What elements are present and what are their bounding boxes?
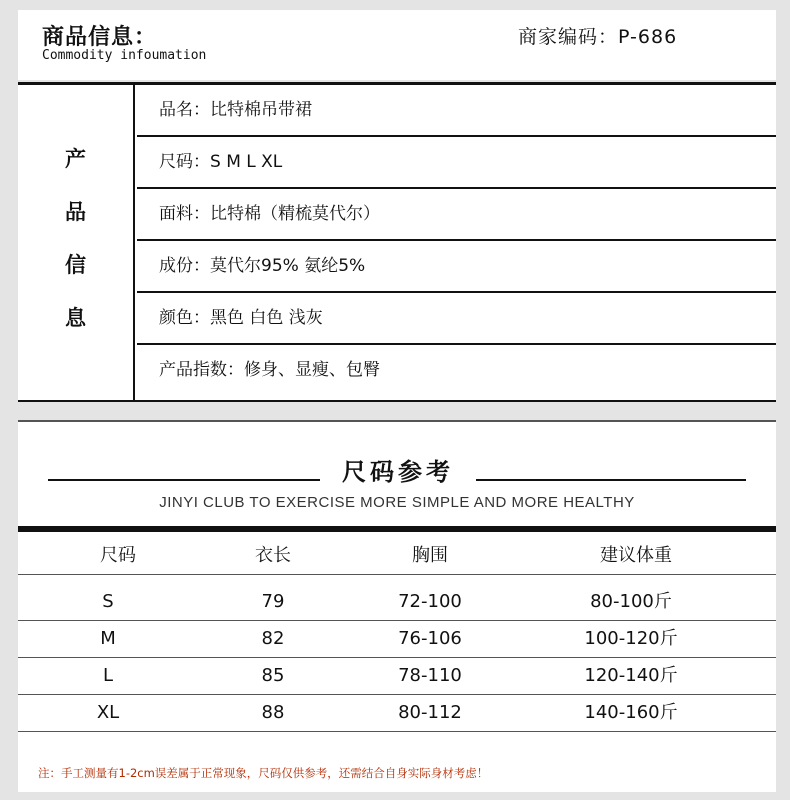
cell-size: M	[100, 628, 116, 649]
title-rule-right	[476, 479, 746, 481]
info-row-index: 产品指数：修身、显瘦、包臀	[159, 360, 380, 380]
info-row-name: 品名：比特棉吊带裙	[137, 85, 776, 137]
info-row-color: 颜色：黑色 白色 浅灰	[137, 293, 776, 345]
size-chart-subtitle: JINYI CLUB TO EXERCISE MORE SIMPLE AND MORE HEALTHY	[159, 494, 635, 511]
side-label-char: 息	[65, 306, 86, 330]
cell-length: 85	[261, 665, 285, 686]
merchant-code: 商家编码：P-686	[518, 26, 678, 48]
size-chart-title: 尺码参考	[342, 458, 454, 486]
cell-weight: 120-140斤	[584, 665, 678, 686]
header-cell-weight: 建议体重	[600, 545, 672, 566]
title-rule-left	[48, 479, 320, 481]
cell-bust: 78-110	[398, 665, 462, 686]
cell-length: 79	[261, 591, 285, 612]
cell-bust: 72-100	[398, 591, 462, 612]
info-row-fabric: 面料：比特棉（精梳莫代尔）	[137, 189, 776, 241]
header-cell-size: 尺码	[100, 545, 136, 566]
table-row	[18, 621, 776, 658]
size-chart-panel	[18, 420, 776, 792]
measurement-note: 注：手工测量有1-2cm误差属于正常现象，尺码仅供参考，还需结合自身实际身材考虑！	[38, 766, 489, 780]
table-row	[18, 695, 776, 732]
size-chart-divider	[18, 526, 776, 532]
info-row-composition: 成份：莫代尔95% 氨纶5%	[137, 241, 776, 293]
side-label-char: 信	[65, 253, 86, 277]
section-subtitle: Commodity infoumation	[42, 48, 207, 63]
header-cell-bust: 胸围	[412, 545, 448, 566]
header-cell-length: 衣长	[255, 545, 291, 566]
product-info-side-label	[18, 85, 135, 400]
cell-length: 88	[261, 702, 285, 723]
info-row-size: 尺码：S M L XL	[137, 137, 776, 189]
cell-size: L	[102, 665, 114, 686]
info-header	[18, 10, 776, 80]
side-label-char: 产	[65, 147, 86, 171]
cell-size: S	[102, 591, 114, 612]
cell-weight: 140-160斤	[584, 702, 678, 723]
product-info-table	[18, 82, 776, 402]
table-row	[18, 658, 776, 695]
table-row	[18, 584, 776, 621]
cell-weight: 100-120斤	[584, 628, 678, 649]
cell-size: XL	[96, 702, 120, 723]
side-label-char: 品	[65, 200, 86, 224]
section-title: 商品信息：	[42, 25, 158, 50]
cell-bust: 76-106	[398, 628, 462, 649]
cell-bust: 80-112	[398, 702, 462, 723]
cell-weight: 80-100斤	[590, 591, 672, 612]
cell-length: 82	[261, 628, 285, 649]
size-table-header	[18, 538, 776, 575]
